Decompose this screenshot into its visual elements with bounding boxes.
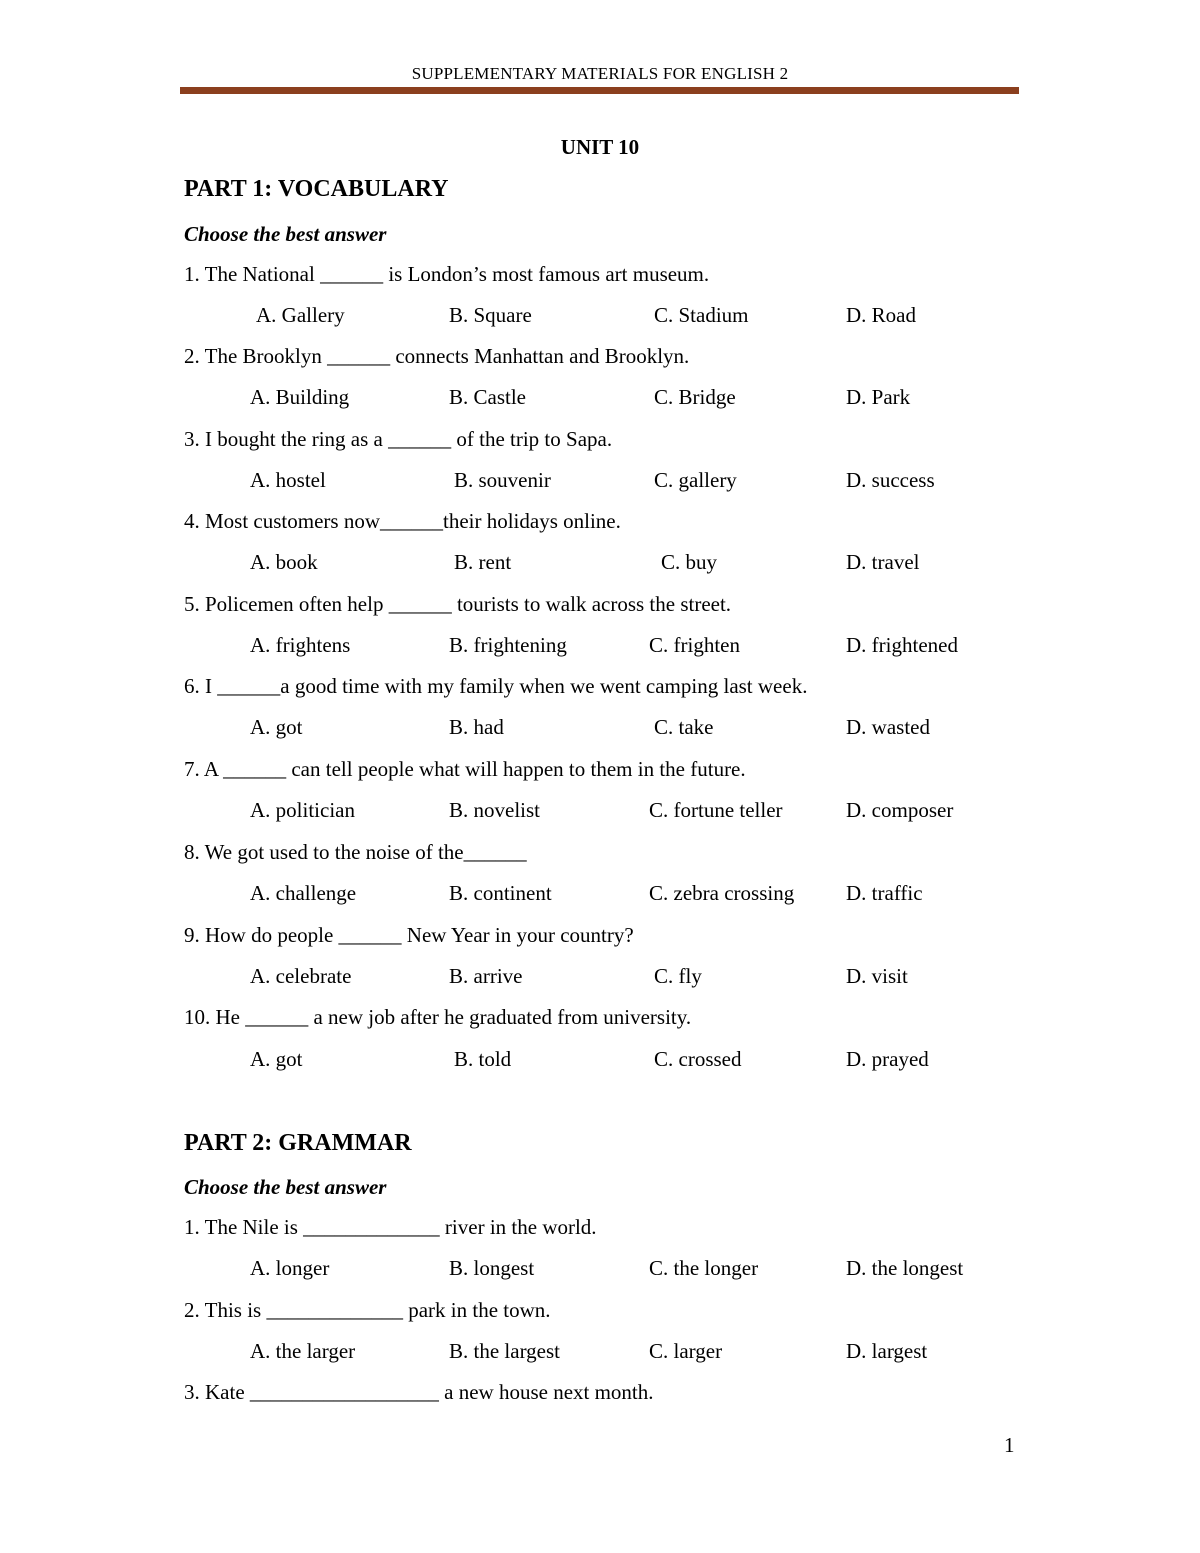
option-d[interactable]: D. success: [846, 468, 935, 492]
part2-instruction: Choose the best answer: [184, 1175, 387, 1199]
option-d[interactable]: D. composer: [846, 798, 954, 822]
option-c[interactable]: C. gallery: [654, 468, 737, 492]
question-text: 2. This is _____________ park in the town.: [184, 1298, 551, 1322]
option-a[interactable]: A. the larger: [250, 1339, 356, 1363]
question-text: 6. I ______a good time with my family when we went camping last week.: [184, 674, 808, 698]
answer-options: [0, 1256, 1200, 1286]
option-c[interactable]: C. the longer: [649, 1256, 759, 1280]
option-d[interactable]: D. travel: [846, 550, 920, 574]
option-c[interactable]: C. larger: [649, 1339, 723, 1363]
answer-options: [0, 715, 1200, 745]
option-a[interactable]: A. book: [250, 550, 318, 574]
option-d[interactable]: D. wasted: [846, 715, 930, 739]
part2-title: PART 2: GRAMMAR: [184, 1130, 412, 1156]
answer-options: [0, 633, 1200, 663]
option-c[interactable]: C. fly: [654, 964, 702, 988]
option-b[interactable]: B. longest: [449, 1256, 535, 1280]
option-b[interactable]: B. frightening: [449, 633, 567, 657]
question-text: 3. I bought the ring as a ______ of the trip to Sapa.: [184, 427, 613, 451]
option-b[interactable]: B. arrive: [449, 964, 523, 988]
option-d[interactable]: D. Park: [846, 385, 911, 409]
question-text: 3. Kate __________________ a new house next month.: [184, 1380, 654, 1404]
option-c[interactable]: C. fortune teller: [649, 798, 783, 822]
option-a[interactable]: A. Building: [250, 385, 350, 409]
option-c[interactable]: C. frighten: [649, 633, 740, 657]
option-b[interactable]: B. told: [454, 1047, 512, 1071]
answer-options: [0, 798, 1200, 828]
answer-options: [0, 881, 1200, 911]
answer-options: [0, 964, 1200, 994]
option-c[interactable]: C. buy: [661, 550, 718, 574]
answer-options: [0, 1047, 1200, 1077]
option-b[interactable]: B. the largest: [449, 1339, 561, 1363]
option-b[interactable]: B. novelist: [449, 798, 541, 822]
part1-title: PART 1: VOCABULARY: [184, 176, 449, 202]
page-header: SUPPLEMENTARY MATERIALS FOR ENGLISH 2: [411, 64, 789, 83]
option-d[interactable]: D. frightened: [846, 633, 958, 657]
answer-options: [0, 385, 1200, 415]
option-a[interactable]: A. Gallery: [256, 303, 345, 327]
unit-title: UNIT 10: [560, 135, 640, 159]
question-text: 4. Most customers now______their holidays online.: [184, 509, 621, 533]
question-text: 7. A ______ can tell people what will happen to them in the future.: [184, 757, 746, 781]
part1-instruction: Choose the best answer: [184, 222, 387, 246]
question-text: 10. He ______ a new job after he graduated from university.: [184, 1005, 692, 1029]
question-text: 9. How do people ______ New Year in your country?: [184, 923, 634, 947]
option-b[interactable]: B. had: [449, 715, 504, 739]
answer-options: [0, 468, 1200, 498]
answer-options: [0, 1339, 1200, 1369]
option-b[interactable]: B. rent: [454, 550, 512, 574]
option-a[interactable]: A. got: [250, 1047, 303, 1071]
question-text: 1. The National ______ is London’s most famous art museum.: [184, 262, 710, 286]
option-c[interactable]: C. crossed: [654, 1047, 742, 1071]
option-a[interactable]: A. challenge: [250, 881, 357, 905]
question-text: 5. Policemen often help ______ tourists to walk across the street.: [184, 592, 732, 616]
option-d[interactable]: D. largest: [846, 1339, 928, 1363]
option-d[interactable]: D. prayed: [846, 1047, 929, 1071]
option-d[interactable]: D. the longest: [846, 1256, 964, 1280]
answer-options: [0, 303, 1200, 333]
option-a[interactable]: A. longer: [250, 1256, 330, 1280]
option-b[interactable]: B. souvenir: [454, 468, 551, 492]
header-divider: [180, 87, 1019, 94]
question-text: 2. The Brooklyn ______ connects Manhattan and Brooklyn.: [184, 344, 690, 368]
option-a[interactable]: A. celebrate: [250, 964, 352, 988]
option-c[interactable]: C. zebra crossing: [649, 881, 795, 905]
option-b[interactable]: B. Square: [449, 303, 532, 327]
option-a[interactable]: A. got: [250, 715, 303, 739]
option-c[interactable]: C. take: [654, 715, 714, 739]
page-number: 1: [1004, 1433, 1015, 1457]
option-d[interactable]: D. visit: [846, 964, 908, 988]
option-b[interactable]: B. Castle: [449, 385, 526, 409]
answer-options: [0, 550, 1200, 580]
option-a[interactable]: A. frightens: [250, 633, 351, 657]
option-c[interactable]: C. Stadium: [654, 303, 749, 327]
option-d[interactable]: D. Road: [846, 303, 916, 327]
option-a[interactable]: A. hostel: [250, 468, 326, 492]
option-a[interactable]: A. politician: [250, 798, 355, 822]
question-text: 1. The Nile is _____________ river in the world.: [184, 1215, 597, 1239]
question-text: 8. We got used to the noise of the______: [184, 840, 527, 864]
option-d[interactable]: D. traffic: [846, 881, 923, 905]
option-c[interactable]: C. Bridge: [654, 385, 736, 409]
option-b[interactable]: B. continent: [449, 881, 552, 905]
